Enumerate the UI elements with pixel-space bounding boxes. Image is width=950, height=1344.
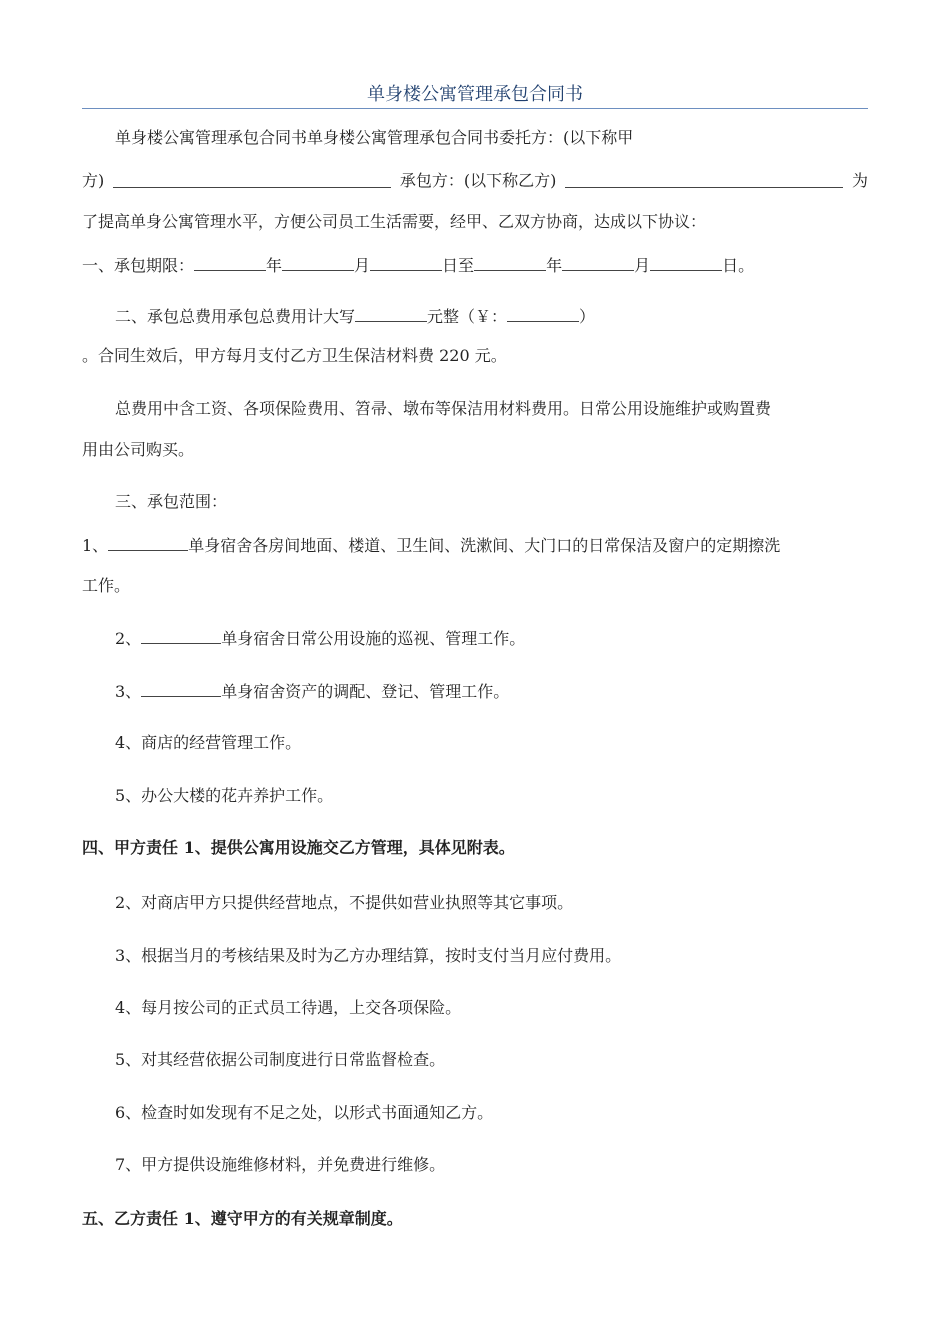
intro-line-2-end: 为 — [851, 171, 868, 190]
term-blank — [282, 254, 354, 271]
term-line — [82, 254, 754, 276]
party-a-item: 5、对其经营依据公司制度进行日常监督检查。 — [115, 1050, 446, 1069]
party-a-item: 3、根据当月的考核结果及时为乙方办理结算，按时支付当月应付费用。 — [115, 946, 622, 965]
cost-line-2: 用由公司购买。 — [82, 440, 195, 459]
term-day: 日。 — [722, 256, 755, 275]
party-b-blank — [565, 171, 843, 188]
scope-item-text: 单身宿舍资产的调配、登记、管理工作。 — [221, 682, 510, 701]
title-underline — [82, 108, 868, 109]
document-title: 单身楼公寓管理承包合同书 — [367, 84, 583, 105]
fee-line-2: 。合同生效后，甲方每月支付乙方卫生保洁材料费 220 元。 — [82, 346, 507, 365]
scope-item-1-cont: 工作。 — [82, 576, 131, 595]
fee-line-1 — [115, 305, 595, 327]
scope-item-text: 单身宿舍各房间地面、楼道、卫生间、洗漱间、大门口的日常保洁及窗户的定期擦洗 — [188, 536, 781, 555]
term-blank — [370, 254, 442, 271]
scope-heading: 三、承包范围： — [115, 492, 228, 511]
scope-blank — [141, 680, 221, 697]
scope-item-number: 1、 — [82, 536, 109, 555]
scope-item-4: 4、商店的经营管理工作。 — [115, 733, 302, 752]
fee-yuan-label: 元整（￥： — [427, 307, 508, 326]
term-day: 日至 — [442, 256, 475, 275]
party-b-heading: 五、乙方责任 1、遵守甲方的有关规章制度。 — [82, 1209, 403, 1228]
scope-item-number: 3、 — [115, 682, 142, 701]
term-year: 年 — [266, 256, 283, 275]
party-a-item: 6、检查时如发现有不足之处，以形式书面通知乙方。 — [115, 1103, 494, 1122]
term-blank — [562, 254, 634, 271]
term-lead: 一、承包期限： — [82, 256, 195, 275]
fee-close-paren: ） — [579, 307, 596, 326]
intro-line-3: 了提高单身公寓管理水平，方便公司员工生活需要，经甲、乙双方协商，达成以下协议： — [82, 212, 707, 231]
scope-item-3 — [115, 680, 509, 702]
intro-line-1: 单身楼公寓管理承包合同书单身楼公寓管理承包合同书委托方：(以下称甲 — [115, 128, 634, 147]
term-month: 月 — [354, 256, 371, 275]
term-year: 年 — [546, 256, 563, 275]
term-month: 月 — [634, 256, 651, 275]
term-blank — [194, 254, 266, 271]
scope-item-number: 2、 — [115, 629, 142, 648]
party-a-item: 7、甲方提供设施维修材料，并免费进行维修。 — [115, 1155, 446, 1174]
intro-party-a-label: 方) — [82, 171, 105, 190]
term-blank — [650, 254, 722, 271]
party-a-item: 4、每月按公司的正式员工待遇，上交各项保险。 — [115, 998, 462, 1017]
term-blank — [474, 254, 546, 271]
scope-item-5: 5、办公大楼的花卉养护工作。 — [115, 786, 334, 805]
scope-item-2 — [115, 627, 525, 649]
intro-party-b-label: 承包方：(以下称乙方) — [399, 171, 557, 190]
party-a-item: 2、对商店甲方只提供经营地点，不提供如营业执照等其它事项。 — [115, 893, 574, 912]
fee-label: 二、承包总费用承包总费用计大写 — [115, 307, 356, 326]
fee-amount-blank — [355, 305, 427, 322]
scope-blank — [108, 534, 188, 551]
scope-blank — [141, 627, 221, 644]
intro-line-2 — [82, 171, 868, 191]
cost-line-1: 总费用中含工资、各项保险费用、笤帚、墩布等保洁用材料费用。日常公用设施维护或购置费 — [115, 399, 772, 418]
scope-item-1 — [82, 534, 780, 556]
party-a-heading: 四、甲方责任 1、提供公寓用设施交乙方管理，具体见附表。 — [82, 838, 515, 857]
fee-number-blank — [507, 305, 579, 322]
scope-item-text: 单身宿舍日常公用设施的巡视、管理工作。 — [221, 629, 526, 648]
party-a-blank — [113, 171, 391, 188]
